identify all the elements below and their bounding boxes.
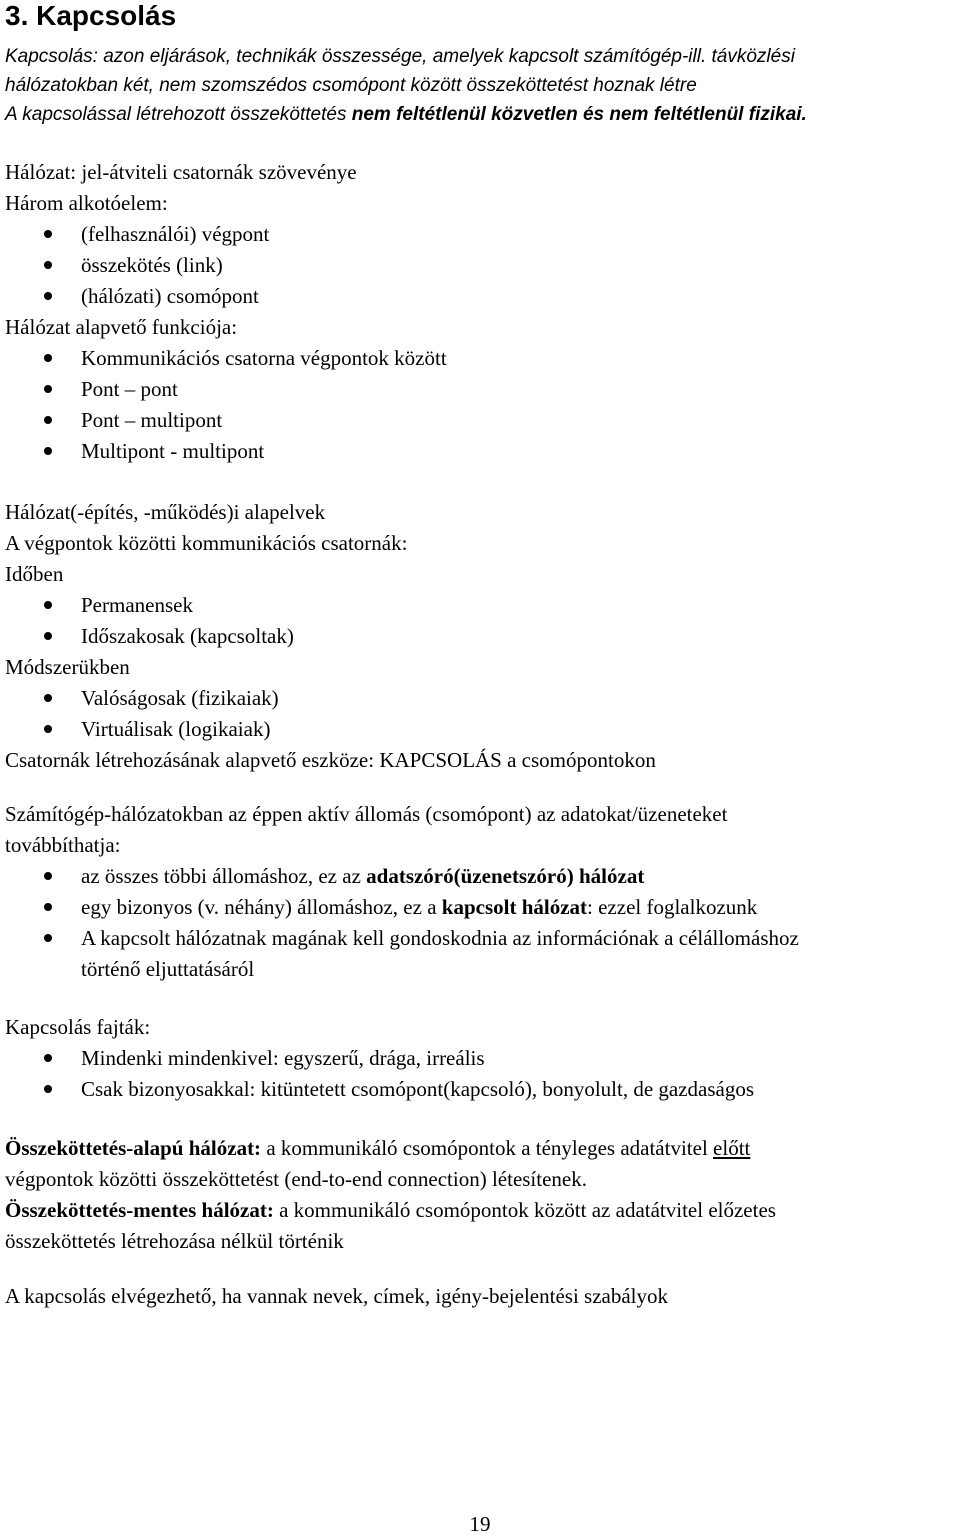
types-title: Kapcsolás fajták: (5, 1015, 151, 1039)
section-heading: 3. Kapcsolás (5, 0, 177, 31)
list-item: Valóságosak (fizikaiak) (5, 683, 960, 714)
types-list (5, 1043, 960, 1105)
list-item: Kommunikációs csatorna végpontok között (5, 343, 960, 374)
method-list (5, 683, 960, 745)
definition-text: összeköttetés létrehozása nélkül történik (5, 1229, 344, 1253)
list-item (5, 923, 960, 985)
list-item: Mindenki mindenkivel: egyszerű, drága, irreális (5, 1043, 960, 1074)
term-connection-oriented: Összeköttetés-alapú hálózat: (5, 1136, 262, 1160)
list-item: Multipont - multipont (5, 436, 960, 467)
principles-section (5, 497, 960, 776)
list-item: (hálózati) csomópont (5, 281, 960, 312)
term-connectionless: Összeköttetés-mentes hálózat: (5, 1198, 274, 1222)
functions-list (5, 343, 960, 467)
types-section (5, 1012, 960, 1105)
intro-paragraph (5, 42, 960, 129)
item-text: A kapcsolt hálózatnak magának kell gondoskodnia az információnak a célállomáshoz (81, 926, 799, 950)
network-section (5, 157, 960, 467)
forwarding-line: továbbíthatja: (5, 833, 121, 857)
elements-title: Három alkotóelem: (5, 191, 168, 215)
page-number: 19 (469, 1512, 491, 1536)
forwarding-list (5, 861, 960, 985)
closing-line: A kapcsolás elvégezhető, ha vannak nevek, címek, igény-bejelentési szabályok (5, 1284, 668, 1308)
list-item: Virtuálisak (logikaiak) (5, 714, 960, 745)
forwarding-section (5, 799, 960, 985)
closing-section (5, 1281, 960, 1312)
list-item: Permanensek (5, 590, 960, 621)
item-emphasis: adatszóró(üzenetszóró) hálózat (366, 864, 645, 888)
item-emphasis: kapcsolt hálózat (441, 895, 588, 919)
list-item: Pont – pont (5, 374, 960, 405)
connectionless-line (5, 1195, 960, 1226)
list-item: Időszakosak (kapcsoltak) (5, 621, 960, 652)
list-item: (felhasználói) végpont (5, 219, 960, 250)
tool-line: Csatornák létrehozásának alapvető eszköze: KAPCSOLÁS a csomópontokon (5, 748, 656, 772)
network-definition: Hálózat: jel-átviteli csatornák szövevénye (5, 160, 357, 184)
list-item: összekötés (link) (5, 250, 960, 281)
intro-line (5, 100, 960, 129)
list-item (5, 892, 960, 923)
list-item: Pont – multipont (5, 405, 960, 436)
item-text: : ezzel foglalkozunk (587, 895, 758, 919)
definition-text: a kommunikáló csomópontok a tényleges adatátvitel (261, 1136, 714, 1160)
function-title: Hálózat alapvető funkciója: (5, 315, 238, 339)
underlined-word: előtt (713, 1136, 751, 1160)
intro-emphasis: nem feltétlenül közvetlen és nem feltétlenül fizikai. (351, 104, 807, 125)
time-list (5, 590, 960, 652)
method-title: Módszerükben (5, 655, 130, 679)
forwarding-line: Számítógép-hálózatokban az éppen aktív állomás (csomópont) az adatokat/üzeneteket (5, 802, 728, 826)
item-text: az összes többi állomáshoz, ez az (81, 864, 367, 888)
definition-text: végpontok közötti összeköttetést (end-to-end connection) létesítenek. (5, 1167, 587, 1191)
intro-line: Kapcsolás: azon eljárások, technikák összessége, amelyek kapcsolt számítógép-ill. távközlési (5, 46, 795, 67)
connection-oriented-line (5, 1133, 960, 1164)
list-item (5, 861, 960, 892)
principles-title: Hálózat(-építés, -működés)i alapelvek (5, 500, 326, 524)
time-title: Időben (5, 562, 64, 586)
definition-text: a kommunikáló csomópontok között az adatátvitel előzetes (273, 1198, 776, 1222)
intro-text: A kapcsolással létrehozott összeköttetés (5, 104, 352, 125)
item-text: történő eljuttatásáról (81, 957, 255, 981)
channels-title: A végpontok közötti kommunikációs csatornák: (5, 531, 408, 555)
list-item: Csak bizonyosakkal: kitüntetett csomópont(kapcsoló), bonyolult, de gazdaságos (5, 1074, 960, 1105)
item-text: egy bizonyos (v. néhány) állomáshoz, ez a (81, 895, 442, 919)
elements-list (5, 219, 960, 312)
intro-line: hálózatokban két, nem szomszédos csomópont között összeköttetést hoznak létre (5, 75, 697, 96)
connection-section (5, 1133, 960, 1257)
